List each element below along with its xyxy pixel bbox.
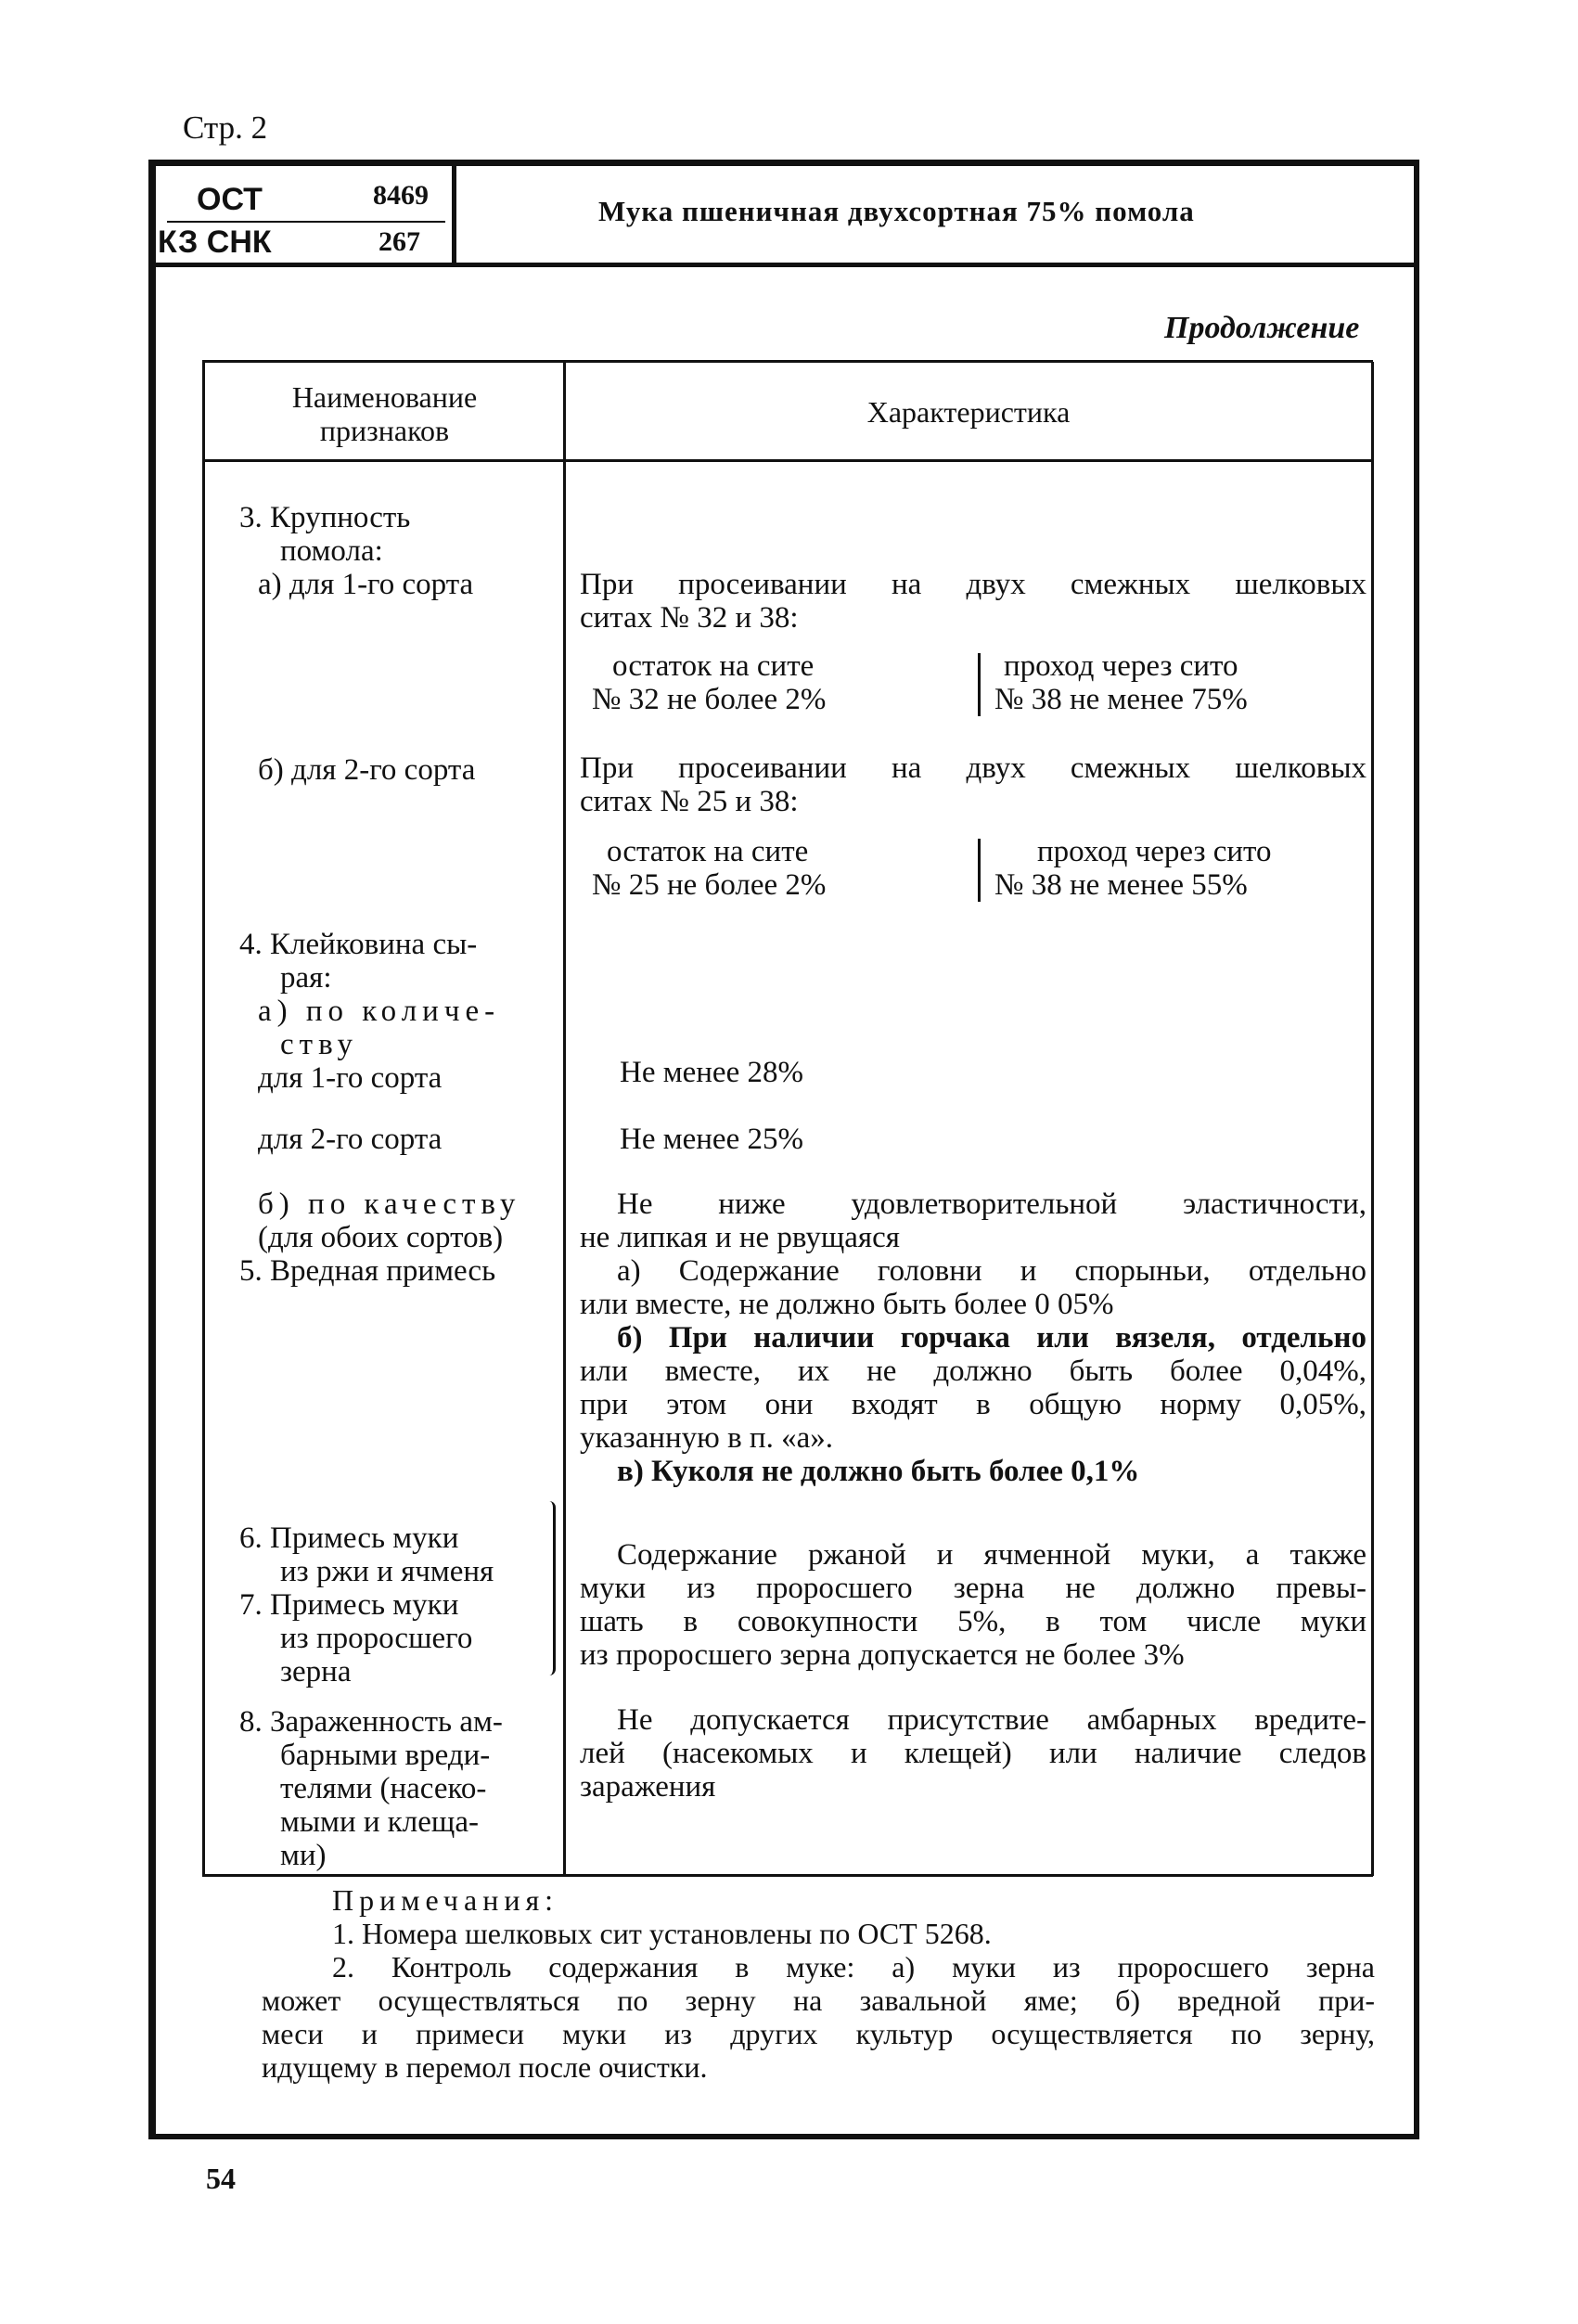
- frame-bottom-line: [148, 2134, 1419, 2139]
- note-2-line4: идущему в перемол после очистки.: [262, 2050, 708, 2084]
- row8-name-line3: телями (насеко-: [280, 1772, 487, 1805]
- row3-b-residue: [592, 835, 827, 902]
- row7-name: [239, 1588, 550, 1688]
- document-title: Мука пшеничная двухсортная 75% помола: [598, 195, 1195, 227]
- row5-line4: или вместе, их не должно быть более 0,04%,: [580, 1355, 1366, 1388]
- row3-a-text-line2: ситах № 32 и 38:: [580, 601, 799, 635]
- row4-b-label-line1: б) по качеству: [258, 1188, 521, 1221]
- row4-b-value: [580, 1188, 1366, 1254]
- row3-a-passage: [994, 649, 1248, 716]
- row3-name: [239, 501, 550, 601]
- row4-name-line1: 4. Клейковина сы-: [239, 928, 478, 961]
- row8-line1: Не допускается присутствие амбарных вредите-: [617, 1703, 1366, 1737]
- row6-name-line1: 6. Примесь муки: [239, 1522, 459, 1555]
- rows6-7-line4: из проросшего зерна допускается не более 3%: [580, 1638, 1185, 1672]
- standard-number-1: 8469: [373, 180, 429, 211]
- row4-name-line2: рая:: [280, 961, 332, 995]
- note-2-line2: может осуществляться по зерну на завальной яме; б) вредной при-: [262, 1984, 1375, 2017]
- note-2-line1: 2. Контроль содержания в муке: а) муки из проросшего зерна: [332, 1950, 1375, 1984]
- rows6-7-text: [580, 1538, 1366, 1672]
- frame-right-line: [1414, 163, 1419, 2139]
- row7-name-line1: 7. Примесь муки: [239, 1588, 459, 1622]
- column-header-names-line2: признаков: [319, 414, 450, 447]
- row3-b-text: [580, 751, 1366, 818]
- row3-b-label: б) для 2-го сорта: [258, 753, 476, 787]
- header-divider-line: [148, 263, 1419, 267]
- row3-name-line1: 3. Крупность: [239, 501, 411, 534]
- row6-name: [239, 1522, 550, 1588]
- row5-name: 5. Вредная примесь: [239, 1254, 496, 1288]
- standard-code-2: КЗ СНК: [158, 225, 272, 260]
- row4-grade1-label: для 1-го сорта: [258, 1061, 443, 1095]
- row8-text: [580, 1703, 1366, 1804]
- row8-name-line2: барными вреди-: [280, 1739, 491, 1772]
- row3-a-residue-line2: № 32 не более 2%: [592, 683, 827, 716]
- row3-a-text-line1: При просеивании на двух смежных шелковых: [580, 568, 1366, 601]
- row3-b-text-line2: ситах № 25 и 38:: [580, 785, 799, 818]
- standard-number-2: 267: [378, 226, 420, 257]
- note-2-line3: меси и примеси муки из других культур осуществляется по зерну,: [262, 2017, 1375, 2050]
- row8-name: [239, 1705, 550, 1872]
- row4-grade1-value: Не менее 28%: [620, 1056, 803, 1089]
- row3-b-split-line: [978, 839, 981, 902]
- frame-left-line: [148, 163, 156, 2139]
- row8-name-line4: мыми и клеща-: [280, 1805, 479, 1839]
- row6-name-line2: из ржи и ячменя: [280, 1555, 494, 1588]
- notes-title: Примечания:: [332, 1883, 559, 1917]
- table-left-border: [202, 362, 205, 1876]
- notes-section: [262, 1883, 1375, 2084]
- row5-line3: б) При наличии горчака или вязеля, отдельно: [617, 1321, 1366, 1355]
- row5-line2: или вместе, не должно быть более 0 05%: [580, 1288, 1114, 1321]
- row5-text: [580, 1254, 1366, 1488]
- row8-name-line1: 8. Зараженность ам-: [239, 1705, 503, 1739]
- row3-name-line2: помола:: [280, 534, 383, 568]
- row3-a-passage-line1: проход через сито: [1004, 649, 1238, 683]
- row4-name: [239, 928, 550, 1095]
- row4-b-label: [239, 1188, 550, 1254]
- table-header-divider: [202, 459, 1373, 462]
- table-right-border: [1371, 362, 1374, 1876]
- row5-line1: а) Содержание головни и спорыньи, отдельно: [617, 1254, 1366, 1288]
- row3-b-residue-line1: остаток на сите: [607, 835, 809, 868]
- row3-a-label: а) для 1-го сорта: [258, 568, 474, 601]
- row8-name-line5: ми): [280, 1839, 327, 1872]
- row3-a-split-line: [978, 653, 981, 716]
- note-1: 1. Номера шелковых сит установлены по ОСТ 5268.: [332, 1917, 992, 1950]
- row4-b-value-line1: Не ниже удовлетворительной эластичности,: [617, 1188, 1366, 1221]
- row3-b-passage-line1: проход через сито: [1037, 835, 1272, 868]
- standard-code-1: ОСТ: [197, 182, 263, 217]
- row5-line6: указанную в п. «а».: [580, 1421, 833, 1455]
- row8-line3: заражения: [580, 1770, 716, 1804]
- row4-a-label-line1: а) по количе-: [258, 995, 501, 1028]
- column-header-names: [206, 380, 563, 447]
- row4-a-label-line2: ству: [280, 1028, 359, 1061]
- column-header-names-line1: Наименование: [291, 380, 478, 414]
- row3-b-passage: [994, 835, 1272, 902]
- frame-top-line: [148, 160, 1419, 166]
- row3-b-residue-line2: № 25 не более 2%: [592, 868, 827, 902]
- column-header-characteristics: Характеристика: [866, 395, 1071, 429]
- row4-grade2-label: для 2-го сорта: [258, 1123, 443, 1156]
- page-number: 54: [206, 2162, 236, 2195]
- table-bottom-border: [202, 1874, 1373, 1877]
- rows6-7-line1: Содержание ржаной и ячменной муки, а также: [617, 1538, 1366, 1572]
- row4-b-value-line2: не липкая и не рвущаяся: [580, 1221, 900, 1254]
- standard-fraction-line: [167, 221, 445, 223]
- rows6-7-line2: муки из проросшего зерна не должно превы-: [580, 1572, 1366, 1605]
- rows6-7-brace: [549, 1501, 556, 1676]
- table-column-divider: [563, 362, 566, 1876]
- row3-a-text: [580, 568, 1366, 635]
- row3-a-passage-line2: № 38 не менее 75%: [994, 683, 1248, 716]
- table-top-border: [202, 360, 1373, 363]
- rows6-7-line3: шать в совокупности 5%, в том числе муки: [580, 1605, 1366, 1638]
- row3-b-passage-line2: № 38 не менее 55%: [994, 868, 1248, 902]
- page-label: Стр. 2: [183, 109, 268, 146]
- header-vertical-divider: [452, 163, 456, 265]
- row4-grade2-value: Не менее 25%: [620, 1123, 803, 1156]
- row7-name-line3: зерна: [280, 1655, 352, 1688]
- row4-b-label-line2: (для обоих сортов): [258, 1221, 504, 1254]
- row8-line2: лей (насекомых и клещей) или наличие следов: [580, 1737, 1366, 1770]
- continuation-label: Продолжение: [1164, 311, 1360, 345]
- row3-a-residue: [592, 649, 827, 716]
- row7-name-line2: из проросшего: [280, 1622, 473, 1655]
- row3-b-text-line1: При просеивании на двух смежных шелковых: [580, 751, 1366, 785]
- row5-line5: при этом они входят в общую норму 0,05%,: [580, 1388, 1366, 1421]
- row3-a-residue-line1: остаток на сите: [612, 649, 815, 683]
- row5-line7: в) Куколя не должно быть более 0,1%: [617, 1455, 1140, 1488]
